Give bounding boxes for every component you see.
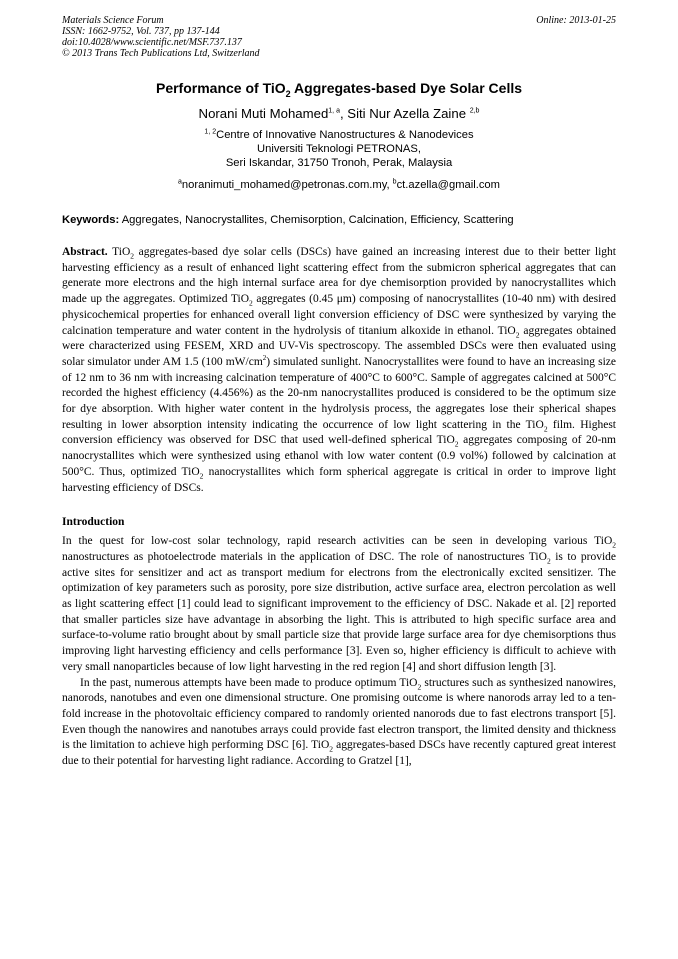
- abstract-text: TiO: [107, 246, 131, 258]
- paper-page: [62, 15, 616, 770]
- abstract-text: aggregates composing of 20-nm nanocrystallites which were synthesized using ethanol with low water content (0.9 vol%) followed by calcination at 500°C. Thus, optimized TiO: [62, 434, 616, 478]
- author-2-affil: 2,b: [469, 107, 480, 115]
- journal-doi: doi:10.4028/www.scientific.net/MSF.737.137: [62, 37, 242, 48]
- paragraph-text: structures such as synthesized nanowires, nanorods, nanotubes and even one dimensional structure. One promising outcome is where nanorods array led to a ten-fold increase in the photovoltaic efficiency compared to randomly oriented nanorods due to fast electrons transport [5]. Even though the nanowires and nanotubes arrays could provide fast electron transport, the limited density and thickness is the limitation to achieve high performing DSC [6]. TiO: [62, 676, 616, 752]
- paper-title: [62, 79, 616, 97]
- paragraph-text: In the quest for low-cost solar technology, rapid research activities can be seen in developing various TiO: [62, 535, 613, 548]
- subscript: 2: [515, 329, 520, 339]
- email-a: noranimuti_mohamed@petronas.com.my,: [181, 179, 393, 191]
- journal-name: Materials Science Forum: [62, 15, 164, 26]
- abstract: [62, 245, 616, 496]
- subscript: 2: [612, 540, 616, 550]
- affiliation: [62, 128, 616, 170]
- abstract-text: aggregates (0.45 μm) composing of nanocrystallites (10-40 nm) with desired physicochemical properties for enhanced overall light conversion efficiency of DSC were synthesized by varying the calcination temperature and water content in the hydrolysis of titanium alkoxide in ethanol. TiO: [62, 293, 617, 337]
- subscript: 2: [329, 744, 334, 754]
- author-1-affil: 1, a: [328, 107, 340, 115]
- journal-issn: ISSN: 1662-9752, Vol. 737, pp 137-144: [62, 26, 220, 37]
- paragraph-text: nanostructures as photoelectrode materials in the application of DSC. The role of nanostructures TiO: [62, 550, 547, 563]
- subscript: 2: [543, 424, 548, 434]
- journal-copyright: © 2013 Trans Tech Publications Ltd, Switzerland: [62, 48, 260, 59]
- section-heading-introduction: Introduction: [62, 516, 125, 529]
- title-text-end: Aggregates-based Dye Solar Cells: [290, 80, 523, 96]
- paragraph-text: In the past, numerous attempts have been made to produce optimum TiO: [80, 676, 418, 689]
- title-subscript: 2: [285, 88, 291, 99]
- author-2: Siti Nur Azella Zaine: [347, 106, 467, 121]
- subscript: 2: [130, 251, 135, 261]
- introduction-paragraph-1: [62, 534, 616, 675]
- abstract-text: aggregates-based dye solar cells (DSCs) have gained an increasing interest due to their better light harvesting efficiency as a result of enhanced light scattering effect from the submicron spherical aggregates that can generate more electrons and the high internal surface area for dye chemisorption provided by nanocrystallites which made up the aggregates. Optimized TiO: [62, 246, 616, 306]
- affiliation-marker: 1, 2: [204, 128, 217, 136]
- title-text: Performance of TiO: [155, 80, 286, 96]
- author-emails: [62, 178, 616, 192]
- subscript: 2: [454, 439, 459, 449]
- subscript: 2: [199, 471, 204, 481]
- abstract-text: film. Highest conversion efficiency was observed for DSC that used well-defined spherical TiO: [62, 418, 616, 447]
- keywords: [62, 213, 616, 227]
- subscript: 2: [417, 681, 422, 691]
- affiliation-line-3: Seri Iskandar, 31750 Tronoh, Perak, Malaysia: [225, 157, 453, 169]
- email-a-marker: a: [178, 178, 182, 186]
- abstract-text: aggregates obtained were characterized using FESEM, XRD and UV-Vis spectroscopy. The assembled DSCs were then evaluated using solar simulator under AM 1.5 (100 mW/cm: [62, 324, 616, 368]
- superscript: 2: [262, 354, 267, 363]
- abstract-text: nanocrystallites which form spherical aggregate is critical in order to improve light harvesting efficiency of DSCs.: [62, 465, 616, 494]
- journal-header: [62, 15, 616, 59]
- email-b: ct.azella@gmail.com: [396, 179, 500, 191]
- introduction-paragraph-2: [62, 676, 616, 770]
- affiliation-line-1: Centre of Innovative Nanostructures & Nanodevices: [216, 129, 474, 141]
- keywords-text: Aggregates, Nanocrystallites, Chemisorption, Calcination, Efficiency, Scattering: [119, 214, 514, 226]
- abstract-label: Abstract.: [62, 246, 108, 258]
- subscript: 2: [249, 298, 253, 308]
- subscript: 2: [546, 556, 551, 566]
- paragraph-text: is to provide active sites for sensitizer and act as transport medium for electrons from the electronically excited sensitizer. The optimization of key parameters such as porosity, pore size distribution, active surface area, electron percolation as well as light scattering effect [1] could lead to significant improvement to the efficiency of DSC. Nakade et al. [2] reported that smaller particles size have advantage in absorbing the light. This is attributed to high specific surface area and surface-to-volume ratio brought about by small particle size that provide large surface area for dye chemisorptions thus improving light harvesting efficiency and cells performance [3]. Even so, higher efficiency is difficult to achieve with very small nanoparticles because of low light harvesting in the red region [4] and short diffusion length [3].: [62, 550, 616, 673]
- abstract-text: ) simulated sunlight. Nanocrystallites were found to have an increasing size of 12 nm to 36 nm with increasing calcination temperature of 400°C to 600°C. Sample of aggregates calcined at 500°C recorded the highest efficiency (4.456%) as the 20-nm nanocrystallites produced is considered to be the optimum size for dye absorption. With higher water content in the hydrolysis process, the aggregates lose their spherical shapes resulting in lower absorption intensity indicating the occurrence of low light scattering in the TiO: [62, 355, 617, 431]
- author-1: Norani Muti Mohamed: [198, 106, 329, 121]
- online-date: Online: 2013-01-25: [536, 15, 616, 26]
- paragraph-text: aggregates-based DSCs have recently captured great interest due to their potential for harvesting light radiance. According to Gratzel [1],: [62, 739, 616, 768]
- author-list: [62, 105, 616, 122]
- email-b-marker: b: [392, 178, 397, 186]
- affiliation-line-2: Universiti Teknologi PETRONAS,: [257, 143, 421, 155]
- author-separator: ,: [339, 106, 348, 121]
- keywords-label: Keywords:: [62, 214, 120, 226]
